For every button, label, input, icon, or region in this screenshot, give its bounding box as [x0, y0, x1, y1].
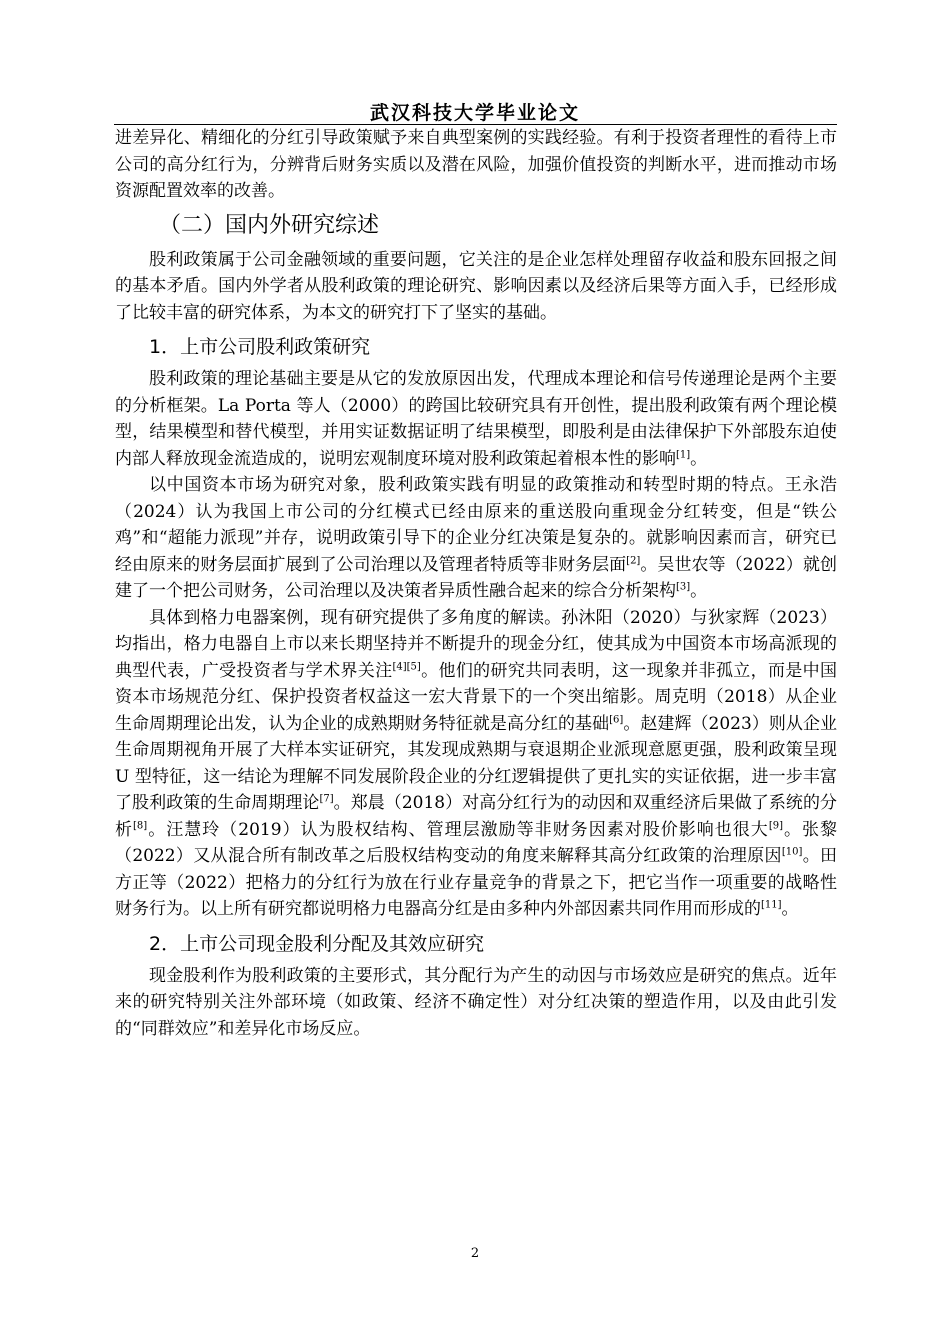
paragraph-text: 。他们的研究共同表明，这一现象并非孤立，而是中国资本市场规范分红、保护投资者权益这一宏大背景下的一个突出缩影。周克明（2018）从企业生命周期理论出发，认为企业的成熟期财务特征就是高分红的基础	[115, 660, 838, 734]
citation-ref: [9]	[768, 819, 783, 831]
paragraph-text: 股利政策的理论基础主要是从它的发放原因出发，代理成本理论和信号传递理论是两个主要的分析框架。La Porta 等人（2000）的跨国比较研究具有开创性，提出股利政策有两个理论模型，结果模型和替代模型，并用实证数据证明了结果模型，即股利是由法律保护下外部股东迫使内部人释放现金流造成的，说明宏观制度环境对股利政策起着根本性的影响	[115, 369, 837, 469]
gree-case-paragraph	[115, 605, 837, 923]
section-paragraph: 股利政策属于公司金融领域的重要问题，它关注的是企业怎样处理留存收益和股东回报之间的基本矛盾。国内外学者从股利政策的理论研究、影响因素以及经济后果等方面入手，已经形成了比较丰富的研究体系，为本文的研究打下了坚实的基础。	[115, 249, 837, 323]
paragraph-text: 。	[690, 581, 708, 601]
paragraph-text: 。吴世农等（2022）就创建了一个把公司财务，公司治理以及决策者异质性融合起来的综合分析架构	[115, 554, 837, 601]
subsection-heading-cash-dividend: 2．上市公司现金股利分配及其效应研究	[149, 932, 485, 955]
citation-ref: [3]	[676, 581, 691, 593]
citation-ref: [8]	[133, 819, 148, 831]
section-heading-literature-review: （二）国内外研究综述	[159, 212, 380, 238]
citation-ref: [11]	[761, 899, 782, 911]
paragraph-text: 。赵建辉（2023）则从企业生命周期视角开展了大样本实证研究，其发现成熟期与衰退期企业派现意愿更强，股利政策呈现 U 型特征，这一结论为理解不同发展阶段企业的分红逻辑提供了更扎实的实证依据，进一步丰富了股利政策的生命周期理论	[115, 713, 838, 813]
citation-ref: [10]	[781, 846, 803, 858]
paragraph-text: 以中国资本市场为研究对象，股利政策实践有明显的政策推动和转型时期的特点。王永浩（2024）认为我国上市公司的分红模式已经由原来的重送股向重现金分红转变，但是“铁公鸡”和“超能力派现”并存，说明政策引导下的企业分红决策是复杂的。就影响因素而言，研究已经由原来的财务层面扩展到了公司治理以及管理者特质等非财务层面	[115, 475, 837, 575]
citation-ref: [2]	[626, 554, 641, 566]
citation-ref: [4][5]	[392, 660, 421, 672]
citation-ref: [7]	[319, 793, 334, 805]
citation-ref: [6]	[609, 713, 624, 725]
dividend-theory-paragraph	[115, 366, 837, 472]
paragraph-text: 。郑晨（2018）对高分红行为的动因和双重经济后果做了系统的分析	[115, 793, 837, 840]
paragraph-text: 。汪慧玲（2019）认为股权结构、管理层激励等非财务因素对股价影响也很大	[147, 819, 769, 840]
paragraph-text: 。田方正等（2022）把格力的分红行为放在行业存量竞争的背景之下，把它当作一项重要的战略性财务行为。以上所有研究都说明格力电器高分红是由多种内外部因素共同作用而形成的	[115, 846, 838, 919]
citation-ref: [1]	[676, 448, 691, 460]
subsection-heading-dividend-policy: 1．上市公司股利政策研究	[149, 336, 371, 358]
intro-paragraph: 进差异化、精细化的分红引导政策赋予来自典型案例的实践经验。有利于投资者理性的看待上市公司的高分红行为，分辨背后财务实质以及潜在风险，加强价值投资的判断水平，进而推动市场资源配置效率的改善。	[115, 128, 837, 201]
paragraph-text: 。	[690, 448, 708, 469]
page-number: 2	[470, 1246, 480, 1261]
cash-dividend-paragraph: 现金股利作为股利政策的主要形式，其分配行为产生的动因与市场效应是研究的焦点。近年来的研究特别关注外部环境（如政策、经济不确定性）对分红决策的塑造作用，以及由此引发的“同群效应”和差异化市场反应。	[115, 965, 837, 1039]
document-body	[115, 125, 837, 1042]
paragraph-text: 。张黎（2022）又从混合所有制改革之后股权结构变动的角度来解释其高分红政策的治理原因	[115, 819, 838, 866]
page-header-title: 武汉科技大学毕业论文	[369, 102, 580, 124]
paragraph-text: 。	[781, 899, 799, 919]
paragraph-text: 具体到格力电器案例，现有研究提供了多角度的解读。孙沐阳（2020）与狄家辉（2023）均指出，格力电器自上市以来长期坚持并不断提升的现金分红，使其成为中国资本市场高派现的典型代表，广受投资者与学术界关注	[115, 607, 837, 681]
china-market-paragraph	[115, 472, 837, 605]
